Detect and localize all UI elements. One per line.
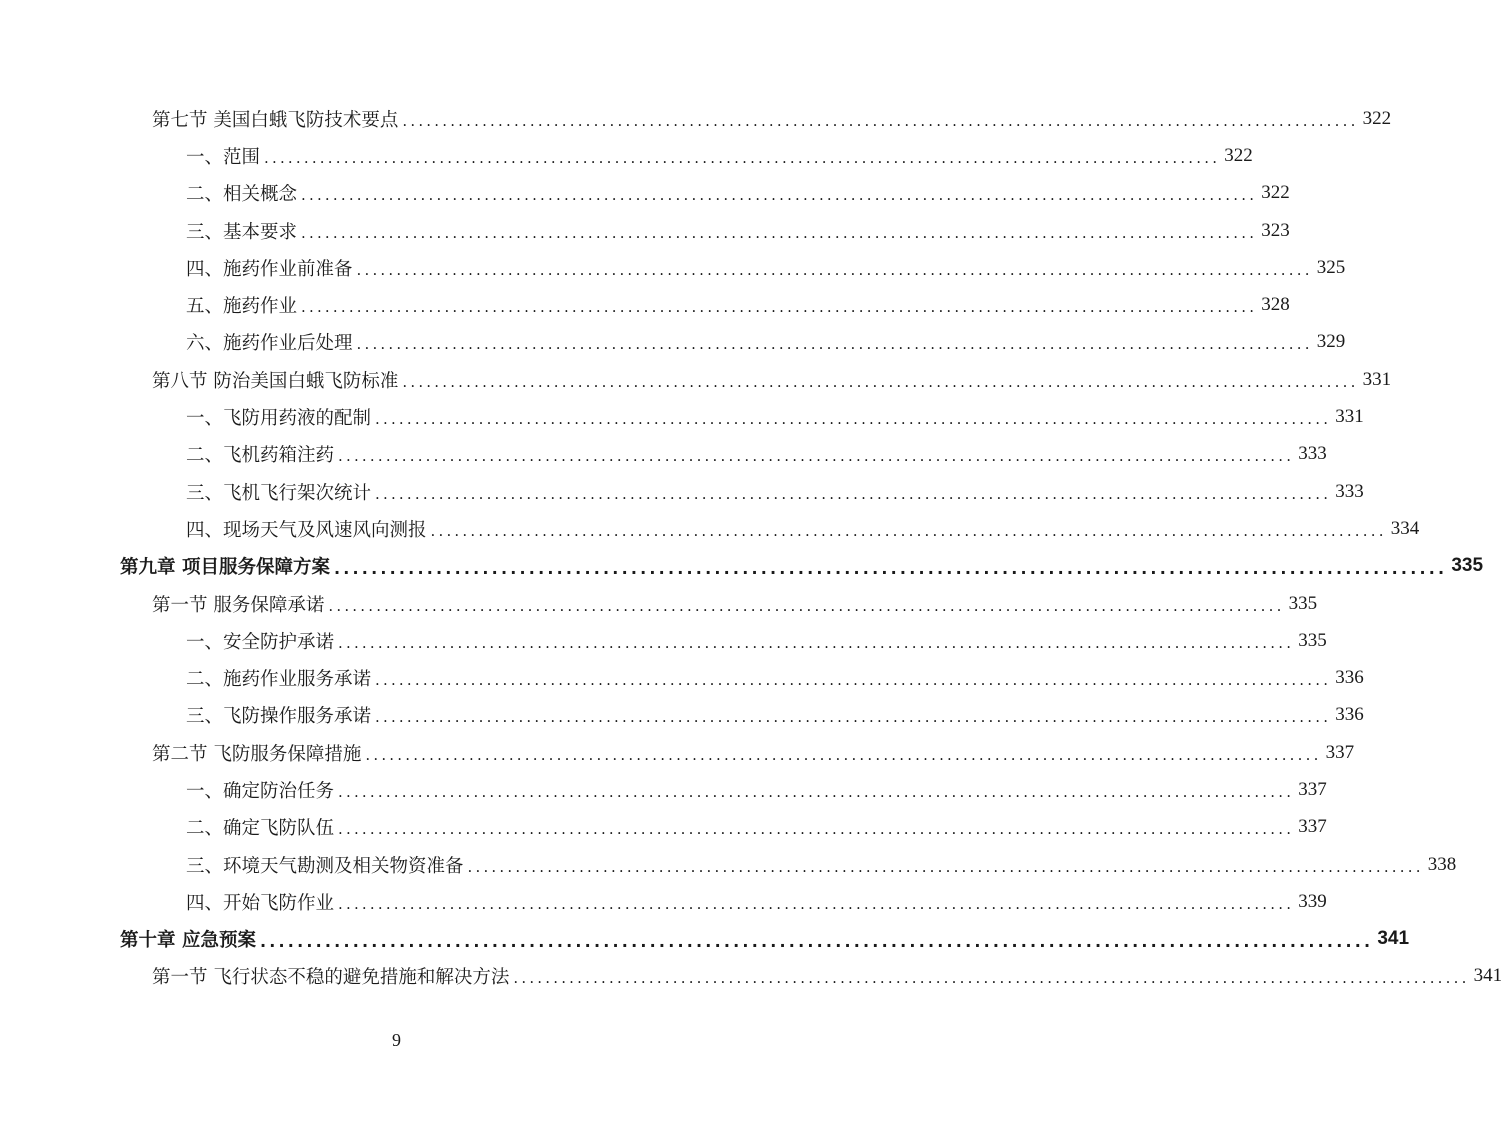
toc-entry-item[interactable]: [0, 697, 1364, 734]
dot-leader: ........................................................................................................................: [328, 596, 1285, 615]
toc-entry-page: 331: [1335, 406, 1364, 428]
toc-entry-item[interactable]: [0, 659, 1364, 696]
toc-entry-title: 第一节 飞行状态不稳的避免措施和解决方法: [152, 967, 510, 989]
dot-leader: ........................................................................................................................: [301, 186, 1258, 205]
dot-leader: ........................................................................................................................: [338, 820, 1295, 839]
toc-entry-page: 335: [1451, 555, 1484, 577]
dot-leader: ........................................................................................................................: [375, 410, 1332, 429]
toc-entry-title: 二、相关概念: [186, 184, 298, 206]
dot-leader: ........................................................................................................................: [402, 111, 1359, 130]
toc-entry-item[interactable]: [0, 175, 1290, 212]
dot-leader: ........................................................................................................................: [301, 223, 1258, 242]
dot-leader: ........................................................................................................................: [301, 298, 1258, 317]
toc-entry-title: 第十章 应急预案: [120, 930, 256, 952]
toc-entry-title: 一、安全防护承诺: [186, 631, 335, 653]
dot-leader: ........................................................................................................................: [356, 335, 1313, 354]
toc-entry-page: 337: [1298, 816, 1327, 838]
toc-entry-page: 337: [1325, 741, 1355, 763]
toc-entry-page: 329: [1316, 331, 1346, 353]
dot-leader: ........................................................................................................................: [430, 521, 1387, 540]
toc-entry-item[interactable]: [0, 137, 1253, 174]
toc-entry-item[interactable]: [0, 286, 1290, 323]
toc-entry-title: 六、施药作业后处理: [186, 333, 353, 355]
toc-entry-item[interactable]: [0, 212, 1290, 249]
toc-entry-item[interactable]: [0, 846, 1457, 883]
toc-entry-page: 333: [1335, 480, 1364, 502]
toc-entry-chapter[interactable]: [0, 921, 1410, 958]
dot-leader: ........................................................................................................................: [513, 969, 1470, 988]
dot-leader: ........................................................................................................................: [375, 708, 1332, 727]
toc-entry-page: 335: [1288, 592, 1318, 614]
toc-entry-title: 二、确定飞防队伍: [186, 818, 335, 840]
toc-entry-title: 三、飞机飞行架次统计: [186, 482, 372, 504]
toc-entry-page: 336: [1335, 704, 1364, 726]
toc-entry-title: 第八节 防治美国白蛾飞防标准: [152, 370, 399, 392]
toc-entry-section[interactable]: [0, 958, 1502, 995]
table-of-contents: [0, 100, 1502, 995]
toc-entry-page: 335: [1298, 629, 1327, 651]
toc-entry-item[interactable]: [0, 622, 1327, 659]
dot-leader: ........................................................................................................................: [338, 447, 1295, 466]
toc-entry-title: 第七节 美国白蛾飞防技术要点: [152, 109, 399, 131]
dot-leader: ........................................................................................................................: [375, 484, 1332, 503]
toc-entry-title: 第二节 飞防服务保障措施: [152, 743, 362, 765]
toc-entry-title: 第九章 项目服务保障方案: [120, 557, 330, 579]
toc-entry-page: 322: [1261, 182, 1290, 204]
page-number: 9: [392, 1030, 401, 1050]
toc-entry-section[interactable]: [0, 100, 1392, 137]
toc-entry-title: 第一节 服务保障承诺: [152, 594, 325, 616]
toc-entry-title: 四、现场天气及风速风向测报: [186, 519, 427, 541]
toc-entry-item[interactable]: [0, 809, 1327, 846]
toc-entry-page: 333: [1298, 443, 1327, 465]
toc-entry-title: 一、飞防用药液的配制: [186, 408, 372, 430]
toc-entry-section[interactable]: [0, 361, 1392, 398]
toc-entry-title: 四、开始飞防作业: [186, 892, 335, 914]
toc-entry-page: 331: [1362, 368, 1392, 390]
toc-entry-title: 三、飞防操作服务承诺: [186, 706, 372, 728]
toc-entry-page: 322: [1224, 144, 1253, 166]
dot-leader: ........................................................................................................................: [338, 782, 1295, 801]
toc-entry-item[interactable]: [0, 883, 1327, 920]
dot-leader: ........................................................................................................................: [338, 894, 1295, 913]
toc-entry-item[interactable]: [0, 249, 1346, 286]
toc-entry-item[interactable]: [0, 324, 1346, 361]
toc-entry-title: 一、范围: [186, 146, 261, 168]
toc-entry-title: 五、施药作业: [186, 296, 298, 318]
toc-entry-title: 二、飞机药箱注药: [186, 445, 335, 467]
toc-entry-item[interactable]: [0, 510, 1420, 547]
toc-entry-page: 336: [1335, 667, 1364, 689]
toc-entry-section[interactable]: [0, 734, 1355, 771]
toc-entry-title: 三、环境天气勘测及相关物资准备: [186, 855, 464, 877]
toc-entry-item[interactable]: [0, 436, 1327, 473]
toc-entry-chapter[interactable]: [0, 548, 1484, 585]
toc-entry-page: 322: [1362, 107, 1392, 129]
dot-leader: ........................................................................................................................: [375, 671, 1332, 690]
dot-leader: ........................................................................................................................: [338, 633, 1295, 652]
dot-leader: ........................................................................................................................: [467, 857, 1424, 876]
toc-entry-section[interactable]: [0, 585, 1318, 622]
toc-entry-title: 三、基本要求: [186, 221, 298, 243]
dot-leader: ........................................................................................................................: [402, 372, 1359, 391]
toc-entry-page: 337: [1298, 778, 1327, 800]
toc-entry-page: 323: [1261, 219, 1290, 241]
dot-leader: ........................................................................................................................: [365, 745, 1322, 764]
dot-leader: ........................................................................................................................: [259, 931, 1374, 951]
toc-entry-page: 325: [1316, 256, 1346, 278]
dot-leader: ........................................................................................................................: [333, 558, 1448, 578]
toc-entry-item[interactable]: [0, 473, 1364, 510]
toc-entry-page: 341: [1473, 965, 1502, 987]
toc-entry-page: 328: [1261, 294, 1290, 316]
toc-entry-page: 338: [1427, 853, 1457, 875]
toc-entry-page: 341: [1377, 928, 1410, 950]
toc-entry-page: 334: [1390, 517, 1420, 539]
toc-entry-page: 339: [1298, 890, 1327, 912]
toc-entry-title: 一、确定防治任务: [186, 780, 335, 802]
dot-leader: ........................................................................................................................: [356, 260, 1313, 279]
dot-leader: ........................................................................................................................: [264, 148, 1221, 167]
toc-entry-item[interactable]: [0, 771, 1327, 808]
toc-entry-item[interactable]: [0, 398, 1364, 435]
toc-entry-title: 二、施药作业服务承诺: [186, 669, 372, 691]
toc-entry-title: 四、施药作业前准备: [186, 258, 353, 280]
